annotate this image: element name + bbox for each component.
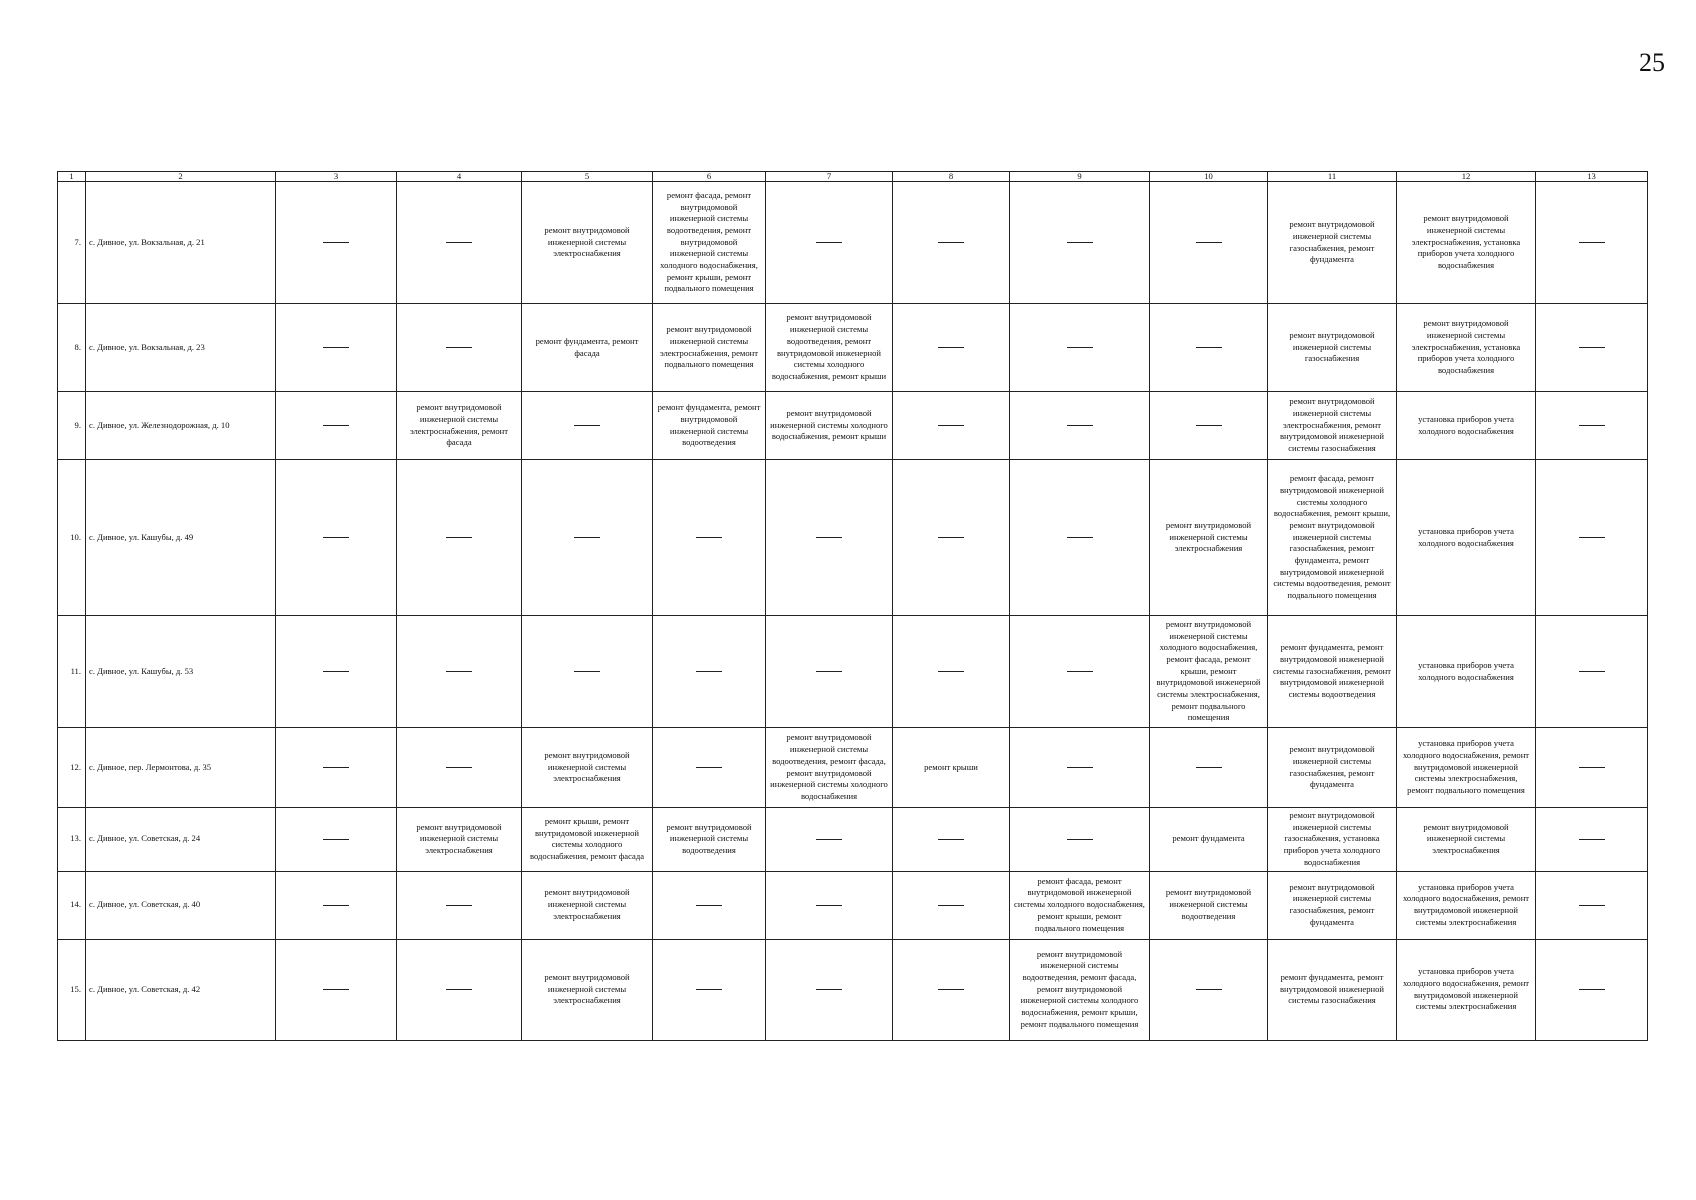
empty-cell-dash (1150, 728, 1268, 808)
work-cell: ремонт внутридомовой инженерной системы электроснабжения, установка приборов учета холодного водоснабжения (1397, 182, 1536, 304)
row-number: 8. (58, 304, 86, 392)
empty-cell-dash (1150, 182, 1268, 304)
empty-cell-dash (766, 939, 893, 1040)
work-cell: установка приборов учета холодного водоснабжения, ремонт внутридомовой инженерной системы электроснабжения, ремонт подвального помещения (1397, 728, 1536, 808)
address-cell: с. Дивное, ул. Советская, д. 24 (86, 808, 276, 872)
work-cell: ремонт внутридомовой инженерной системы электроснабжения (522, 871, 653, 939)
dash-mark (1196, 989, 1222, 990)
dash-mark (938, 989, 964, 990)
empty-cell-dash (276, 808, 397, 872)
dash-mark (1067, 671, 1093, 672)
empty-cell-dash (397, 616, 522, 728)
dash-mark (446, 671, 472, 672)
column-number: 3 (276, 172, 397, 182)
work-cell: ремонт фасада, ремонт внутридомовой инженерной системы холодного водоснабжения, ремонт крыши, ремонт внутридомовой инженерной системы газоснабжения, ремонт фундамента, ремонт внутридомовой инженерной системы водоотведения, ремонт подвального помещения (1268, 460, 1397, 616)
empty-cell-dash (522, 392, 653, 460)
empty-cell-dash (1150, 939, 1268, 1040)
work-cell: ремонт фасада, ремонт внутридомовой инженерной системы водоотведения, ремонт внутридомовой инженерной системы холодного водоснабжения, ремонт крыши, ремонт подвального помещения (653, 182, 766, 304)
column-number: 13 (1536, 172, 1648, 182)
empty-cell-dash (1536, 392, 1648, 460)
dash-mark (1067, 425, 1093, 426)
dash-mark (323, 242, 349, 243)
empty-cell-dash (893, 808, 1010, 872)
dash-mark (323, 989, 349, 990)
column-number: 6 (653, 172, 766, 182)
work-cell: установка приборов учета холодного водоснабжения (1397, 392, 1536, 460)
empty-cell-dash (276, 460, 397, 616)
work-cell: установка приборов учета холодного водоснабжения, ремонт внутридомовой инженерной системы электроснабжения (1397, 939, 1536, 1040)
address-cell: с. Дивное, ул. Вокзальная, д. 23 (86, 304, 276, 392)
table-row (58, 392, 1648, 460)
work-cell: ремонт фасада, ремонт внутридомовой инженерной системы холодного водоснабжения, ремонт крыши, ремонт подвального помещения (1010, 871, 1150, 939)
row-number: 14. (58, 871, 86, 939)
empty-cell-dash (397, 728, 522, 808)
row-number: 10. (58, 460, 86, 616)
empty-cell-dash (893, 871, 1010, 939)
empty-cell-dash (893, 304, 1010, 392)
dash-mark (938, 347, 964, 348)
dash-mark (1067, 537, 1093, 538)
dash-mark (446, 767, 472, 768)
work-cell: ремонт фундамента, ремонт внутридомовой инженерной системы водоотведения (653, 392, 766, 460)
empty-cell-dash (893, 616, 1010, 728)
empty-cell-dash (276, 182, 397, 304)
table-row (58, 728, 1648, 808)
page-number: 25 (1639, 48, 1665, 77)
dash-mark (696, 767, 722, 768)
empty-cell-dash (653, 871, 766, 939)
row-number: 15. (58, 939, 86, 1040)
work-cell: ремонт крыши, ремонт внутридомовой инженерной системы холодного водоснабжения, ремонт фасада (522, 808, 653, 872)
empty-cell-dash (1150, 304, 1268, 392)
work-cell: установка приборов учета холодного водоснабжения (1397, 460, 1536, 616)
row-number: 13. (58, 808, 86, 872)
dash-mark (696, 989, 722, 990)
work-cell: ремонт внутридомовой инженерной системы водоотведения (1150, 871, 1268, 939)
empty-cell-dash (276, 304, 397, 392)
address-cell: с. Дивное, ул. Кашубы, д. 53 (86, 616, 276, 728)
dash-mark (1196, 767, 1222, 768)
empty-cell-dash (1536, 871, 1648, 939)
empty-cell-dash (1150, 392, 1268, 460)
table-row (58, 460, 1648, 616)
empty-cell-dash (522, 616, 653, 728)
empty-cell-dash (766, 871, 893, 939)
empty-cell-dash (653, 728, 766, 808)
dash-mark (1579, 537, 1605, 538)
column-number: 4 (397, 172, 522, 182)
work-cell: ремонт внутридомовой инженерной системы холодного водоснабжения, ремонт крыши (766, 392, 893, 460)
work-cell: ремонт внутридомовой инженерной системы электроснабжения (522, 182, 653, 304)
work-cell: установка приборов учета холодного водоснабжения (1397, 616, 1536, 728)
empty-cell-dash (1536, 182, 1648, 304)
dash-mark (574, 537, 600, 538)
dash-mark (1067, 839, 1093, 840)
work-cell: установка приборов учета холодного водоснабжения, ремонт внутридомовой инженерной системы электроснабжения (1397, 871, 1536, 939)
work-cell: ремонт внутридомовой инженерной системы холодного водоснабжения, ремонт фасада, ремонт крыши, ремонт внутридомовой инженерной системы электроснабжения, ремонт подвального помещения (1150, 616, 1268, 728)
table-row (58, 616, 1648, 728)
dash-mark (323, 537, 349, 538)
dash-mark (938, 242, 964, 243)
dash-mark (816, 989, 842, 990)
dash-mark (938, 671, 964, 672)
dash-mark (1196, 347, 1222, 348)
empty-cell-dash (276, 616, 397, 728)
dash-mark (938, 425, 964, 426)
dash-mark (938, 839, 964, 840)
work-cell: ремонт внутридомовой инженерной системы водоотведения, ремонт фасада, ремонт внутридомовой инженерной системы холодного водоснабжения (766, 728, 893, 808)
empty-cell-dash (1010, 460, 1150, 616)
empty-cell-dash (1536, 808, 1648, 872)
empty-cell-dash (397, 460, 522, 616)
dash-mark (816, 905, 842, 906)
dash-mark (696, 671, 722, 672)
empty-cell-dash (276, 728, 397, 808)
empty-cell-dash (276, 392, 397, 460)
dash-mark (816, 671, 842, 672)
dash-mark (1196, 425, 1222, 426)
empty-cell-dash (766, 808, 893, 872)
empty-cell-dash (1536, 460, 1648, 616)
dash-mark (1579, 347, 1605, 348)
dash-mark (446, 905, 472, 906)
row-number: 12. (58, 728, 86, 808)
empty-cell-dash (766, 616, 893, 728)
empty-cell-dash (397, 871, 522, 939)
dash-mark (1579, 839, 1605, 840)
empty-cell-dash (893, 182, 1010, 304)
dash-mark (1579, 671, 1605, 672)
work-cell: ремонт внутридомовой инженерной системы электроснабжения, ремонт внутридомовой инженерной системы газоснабжения (1268, 392, 1397, 460)
dash-mark (816, 242, 842, 243)
dash-mark (323, 767, 349, 768)
dash-mark (1067, 347, 1093, 348)
work-cell: ремонт фундамента, ремонт внутридомовой инженерной системы газоснабжения, ремонт внутридомовой инженерной системы водоотведения (1268, 616, 1397, 728)
work-cell: ремонт внутридомовой инженерной системы электроснабжения, ремонт фасада (397, 392, 522, 460)
dash-mark (1579, 767, 1605, 768)
empty-cell-dash (653, 939, 766, 1040)
dash-mark (323, 671, 349, 672)
empty-cell-dash (397, 182, 522, 304)
work-cell: ремонт внутридомовой инженерной системы газоснабжения, ремонт фундамента (1268, 728, 1397, 808)
empty-cell-dash (397, 304, 522, 392)
empty-cell-dash (397, 939, 522, 1040)
address-cell: с. Дивное, ул. Советская, д. 42 (86, 939, 276, 1040)
empty-cell-dash (1010, 182, 1150, 304)
empty-cell-dash (1010, 304, 1150, 392)
empty-cell-dash (653, 616, 766, 728)
dash-mark (323, 905, 349, 906)
empty-cell-dash (1536, 616, 1648, 728)
dash-mark (446, 537, 472, 538)
work-cell: ремонт внутридомовой инженерной системы электроснабжения, установка приборов учета холодного водоснабжения (1397, 304, 1536, 392)
column-number: 12 (1397, 172, 1536, 182)
work-cell: ремонт внутридомовой инженерной системы электроснабжения (1150, 460, 1268, 616)
dash-mark (816, 839, 842, 840)
dash-mark (1067, 242, 1093, 243)
work-cell: ремонт внутридомовой инженерной системы электроснабжения (1397, 808, 1536, 872)
work-cell: ремонт внутридомовой инженерной системы водоотведения, ремонт внутридомовой инженерной системы холодного водоснабжения, ремонт крыши (766, 304, 893, 392)
dash-mark (938, 537, 964, 538)
empty-cell-dash (653, 460, 766, 616)
dash-mark (1579, 242, 1605, 243)
column-number: 1 (58, 172, 86, 182)
row-number: 11. (58, 616, 86, 728)
column-number: 9 (1010, 172, 1150, 182)
empty-cell-dash (276, 871, 397, 939)
work-cell: ремонт внутридомовой инженерной системы электроснабжения, ремонт подвального помещения (653, 304, 766, 392)
empty-cell-dash (1010, 728, 1150, 808)
work-cell: ремонт внутридомовой инженерной системы газоснабжения (1268, 304, 1397, 392)
work-cell: ремонт фундамента, ремонт внутридомовой инженерной системы газоснабжения (1268, 939, 1397, 1040)
column-number-row (58, 172, 1648, 182)
column-number: 8 (893, 172, 1010, 182)
address-cell: с. Дивное, ул. Кашубы, д. 49 (86, 460, 276, 616)
dash-mark (938, 905, 964, 906)
work-cell: ремонт внутридомовой инженерной системы водоотведения, ремонт фасада, ремонт внутридомовой инженерной системы холодного водоснабжения, ремонт крыши, ремонт подвального помещения (1010, 939, 1150, 1040)
table-row (58, 182, 1648, 304)
dash-mark (446, 347, 472, 348)
address-cell: с. Дивное, ул. Железнодорожная, д. 10 (86, 392, 276, 460)
empty-cell-dash (893, 460, 1010, 616)
column-number: 5 (522, 172, 653, 182)
repair-schedule-table (57, 171, 1648, 1041)
row-number: 7. (58, 182, 86, 304)
table-row (58, 939, 1648, 1040)
empty-cell-dash (766, 182, 893, 304)
dash-mark (446, 242, 472, 243)
work-cell: ремонт внутридомовой инженерной системы электроснабжения (522, 939, 653, 1040)
dash-mark (816, 537, 842, 538)
dash-mark (446, 989, 472, 990)
empty-cell-dash (1010, 392, 1150, 460)
dash-mark (1196, 242, 1222, 243)
dash-mark (323, 839, 349, 840)
empty-cell-dash (893, 392, 1010, 460)
address-cell: с. Дивное, пер. Лермонтова, д. 35 (86, 728, 276, 808)
dash-mark (323, 425, 349, 426)
dash-mark (1579, 989, 1605, 990)
empty-cell-dash (893, 939, 1010, 1040)
address-cell: с. Дивное, ул. Советская, д. 40 (86, 871, 276, 939)
dash-mark (1067, 767, 1093, 768)
column-number: 11 (1268, 172, 1397, 182)
address-cell: с. Дивное, ул. Вокзальная, д. 21 (86, 182, 276, 304)
empty-cell-dash (1536, 939, 1648, 1040)
empty-cell-dash (1536, 304, 1648, 392)
work-cell: ремонт внутридомовой инженерной системы газоснабжения, ремонт фундамента (1268, 182, 1397, 304)
column-number: 7 (766, 172, 893, 182)
dash-mark (574, 425, 600, 426)
dash-mark (1579, 425, 1605, 426)
table-row (58, 808, 1648, 872)
empty-cell-dash (522, 460, 653, 616)
row-number: 9. (58, 392, 86, 460)
work-cell: ремонт фундамента, ремонт фасада (522, 304, 653, 392)
dash-mark (1579, 905, 1605, 906)
work-cell: ремонт фундамента (1150, 808, 1268, 872)
empty-cell-dash (766, 460, 893, 616)
table-row (58, 871, 1648, 939)
dash-mark (696, 537, 722, 538)
dash-mark (696, 905, 722, 906)
empty-cell-dash (1536, 728, 1648, 808)
empty-cell-dash (276, 939, 397, 1040)
column-number: 2 (86, 172, 276, 182)
work-cell: ремонт внутридомовой инженерной системы газоснабжения, ремонт фундамента (1268, 871, 1397, 939)
work-cell: ремонт внутридомовой инженерной системы электроснабжения (397, 808, 522, 872)
table-body (58, 172, 1648, 1041)
work-cell: ремонт внутридомовой инженерной системы газоснабжения, установка приборов учета холодного водоснабжения (1268, 808, 1397, 872)
dash-mark (574, 671, 600, 672)
column-number: 10 (1150, 172, 1268, 182)
work-cell: ремонт внутридомовой инженерной системы электроснабжения (522, 728, 653, 808)
empty-cell-dash (1010, 616, 1150, 728)
table-row (58, 304, 1648, 392)
work-cell: ремонт внутридомовой инженерной системы водоотведения (653, 808, 766, 872)
empty-cell-dash (1010, 808, 1150, 872)
dash-mark (323, 347, 349, 348)
work-cell: ремонт крыши (893, 728, 1010, 808)
